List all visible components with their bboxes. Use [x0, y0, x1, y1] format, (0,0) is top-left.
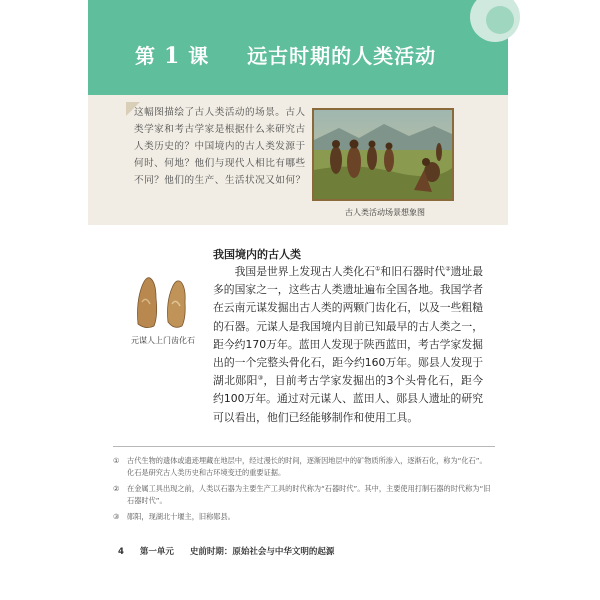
body-paragraph: 我国是世界上发现古人类化石①和旧石器时代②遗址最多的国家之一，这些古人类遗址遍布全国各地。我国学者在云南元谋发掘出古人类的两颗门齿化石，以及一些粗糙的石器。元谋人是我国境内目前已知最早的古人类之一，距今约170万年。蓝田人发现于陕西蓝田，考古学家发掘出的一个完整头骨化石，距今约160万年。郧县人发现于湖北郧阳③，目前考古学家发掘出的3个头骨化石，距今约100万年。通过对元谋人、蓝田人、郧县人遗址的研究可以看出，他们已经能够制作和使用工具。	[213, 265, 484, 424]
footnote-mark: ①	[113, 456, 120, 465]
lesson-number: 1	[163, 43, 181, 69]
decorative-circle-inner	[486, 6, 514, 34]
footnote-ref-1[interactable]: ①	[375, 265, 381, 273]
footnotes	[113, 455, 491, 528]
painting-image	[314, 110, 452, 199]
footnote-divider	[113, 446, 495, 447]
footnote-text: 郧阳，现湖北十堰主，旧称郧县。	[127, 512, 235, 522]
intro-question: 这幅图描绘了古人类活动的场景。古人类学家和考古学家是根据什么来研究古人类历史的？中国境内的古人类发源于何时、何地？他们与现代人相比有哪些不同？他们的生产、生活状况又如何？	[134, 107, 306, 186]
footnote-text: 在金属工具出现之前，人类以石器为主要生产工具的时代称为“石器时代”。其中，主要使用打制石器的时代称为“旧石器时代”。	[127, 484, 491, 505]
teeth-fossil-image	[130, 272, 195, 332]
lesson-suffix: 课	[188, 44, 210, 68]
page-number: 4	[118, 547, 124, 557]
footnote-3	[113, 511, 491, 523]
lesson-label: 第	[135, 44, 156, 68]
lesson-heading: 远古时期的人类活动	[247, 44, 437, 68]
unit-label: 第一单元	[139, 547, 174, 557]
section-heading: 我国境内的古人类	[213, 248, 301, 261]
intro-question-box	[130, 100, 306, 215]
prehistoric-scene-painting	[312, 108, 454, 201]
painting-caption: 古人类活动场景想象图	[345, 208, 425, 217]
footnote-text: 古代生物的遗体或遗迹埋藏在地层中，经过漫长的时间，逐渐因地层中的矿物质所渗入，逐渐石化，称为“化石”。化石是研究古人类历史和古环境变迁的重要证据。	[127, 456, 487, 477]
footnote-ref-2[interactable]: ②	[445, 265, 451, 273]
footnote-ref-3[interactable]: ③	[257, 374, 264, 382]
unit-title: 史前时期：原始社会与中华文明的起源	[189, 547, 335, 557]
lesson-title	[135, 40, 436, 69]
footnote-mark: ②	[113, 484, 120, 494]
footnote-mark: ③	[113, 512, 120, 522]
teeth-caption: 元谋人上门齿化石	[131, 336, 195, 345]
section-body	[213, 263, 483, 427]
footnote-1	[113, 455, 491, 478]
fossil-teeth-illustration	[130, 272, 195, 332]
page-footer	[118, 545, 334, 557]
footnote-2	[113, 483, 491, 506]
